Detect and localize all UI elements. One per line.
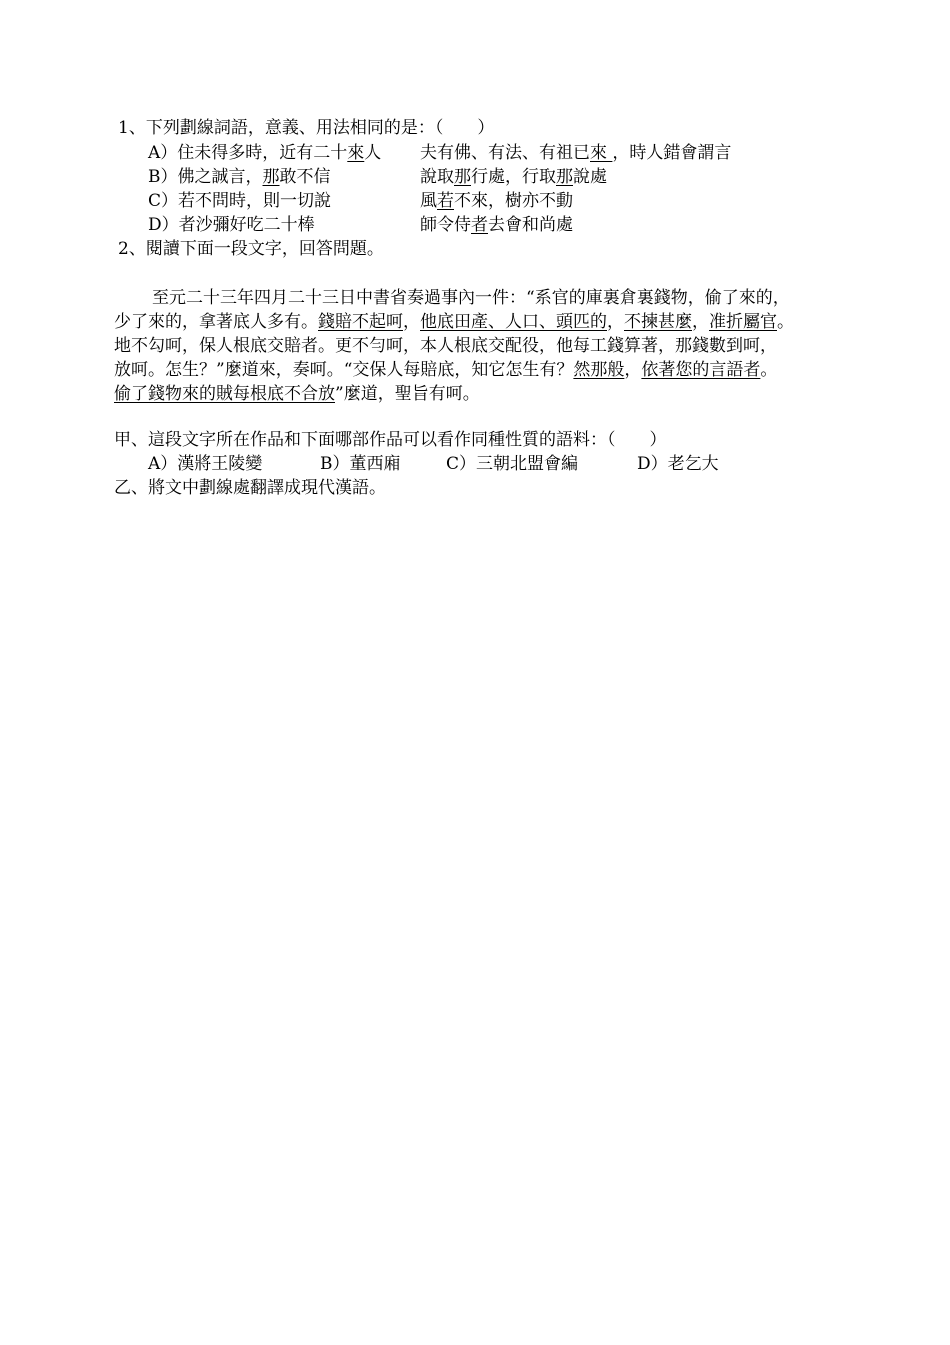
passage-line-5	[114, 383, 480, 405]
q2-sub1-option-b: B）董西廂	[320, 454, 401, 474]
text-segment: ，	[624, 360, 642, 380]
underlined-text: 不揀甚麼	[624, 312, 692, 332]
text-segment: 去會和尚處	[488, 215, 573, 235]
text-segment: 。	[777, 312, 794, 332]
q2-sub1-option-c: C）三朝北盟會編	[446, 454, 579, 474]
text-segment: B）佛之誠言，	[148, 167, 263, 187]
underlined-text: 准折屬官	[709, 312, 777, 332]
text-segment: 夫有佛、有法、有祖已	[420, 143, 590, 163]
q2-sub2-stem: 乙、將文中劃線處翻譯成現代漢語。	[114, 478, 386, 498]
text-segment: D）者沙彌好吃二十棒	[148, 215, 315, 235]
q1-option-a-right	[420, 142, 731, 164]
q1-option-d-left	[148, 214, 315, 236]
q1-option-c-left	[148, 190, 331, 212]
q2-sub1-stem: 甲、這段文字所在作品和下面哪部作品可以看作同種性質的語料：（ ）	[114, 430, 667, 450]
underlined-text: 依著您的言語者	[641, 360, 761, 380]
passage-line-4	[114, 359, 777, 381]
q2-sub1-option-a: A）漢將王陵變	[148, 454, 263, 474]
passage-line-3	[114, 335, 777, 357]
passage-line-1	[118, 287, 790, 309]
text-segment: ，時人錯會謂言	[612, 143, 732, 163]
text-segment: 至元二十三年四月二十三日中書省奏過事內一件：“系官的庫裏倉裏錢物，偷了來的，	[118, 288, 790, 308]
underlined-text: 然那般	[573, 360, 625, 380]
text-segment: 說取	[420, 167, 454, 187]
underlined-text: 他底田產、人口、頭匹的	[420, 312, 607, 332]
text-segment: 師令侍	[420, 215, 471, 235]
text-segment: 風	[420, 191, 437, 211]
q1-option-d-right	[420, 214, 573, 236]
q1-option-c-right	[420, 190, 573, 212]
q1-option-a-left	[148, 142, 381, 164]
text-segment: 少了來的，拿著底人多有。	[114, 312, 318, 332]
text-segment: ”麼道，聖旨有呵。	[335, 384, 480, 404]
text-segment: 放呵。怎生？”麼道來，奏呵。“交保人每賠底，知它怎生有？	[114, 360, 574, 380]
q2-stem: 2、閱讀下面一段文字，回答問題。	[118, 239, 384, 259]
text-segment: 。	[760, 360, 778, 380]
q1-stem: 1、下列劃線詞語，意義、用法相同的是：（ ）	[118, 118, 495, 138]
underlined-text: 偷了錢物來的賊每根底不合放	[114, 384, 335, 404]
underlined-text: 錢賠不起呵	[318, 312, 403, 332]
text-segment: 說處	[573, 167, 607, 187]
underlined-text: 來	[590, 143, 613, 163]
q2-sub1-option-d: D）老乞大	[637, 454, 719, 474]
underlined-text: 那	[454, 167, 471, 187]
text-segment: C）若不問時，則一切說	[148, 191, 332, 211]
text-segment: ，	[607, 312, 624, 332]
text-segment: A）住未得多時，近有二十	[148, 143, 348, 163]
q1-option-b-right	[420, 166, 607, 188]
underlined-text: 若	[437, 191, 454, 211]
q1-option-b-left	[148, 166, 331, 188]
underlined-text: 者	[471, 215, 488, 235]
text-segment: 行處，行取	[471, 167, 556, 187]
underlined-text: 來	[347, 143, 365, 163]
passage-line-2	[114, 311, 794, 333]
text-segment: ，	[692, 312, 709, 332]
underlined-text: 那	[556, 167, 573, 187]
text-segment: 敢不信	[279, 167, 331, 187]
text-segment: 人	[364, 143, 382, 163]
text-segment: 不來，樹亦不動	[454, 191, 573, 211]
text-segment: ，	[403, 312, 420, 332]
underlined-text: 那	[262, 167, 280, 187]
text-segment: 地不勾呵，保人根底交賠者。更不勻呵，本人根底交配役，他每工錢算著，那錢數到呵，	[114, 336, 777, 356]
